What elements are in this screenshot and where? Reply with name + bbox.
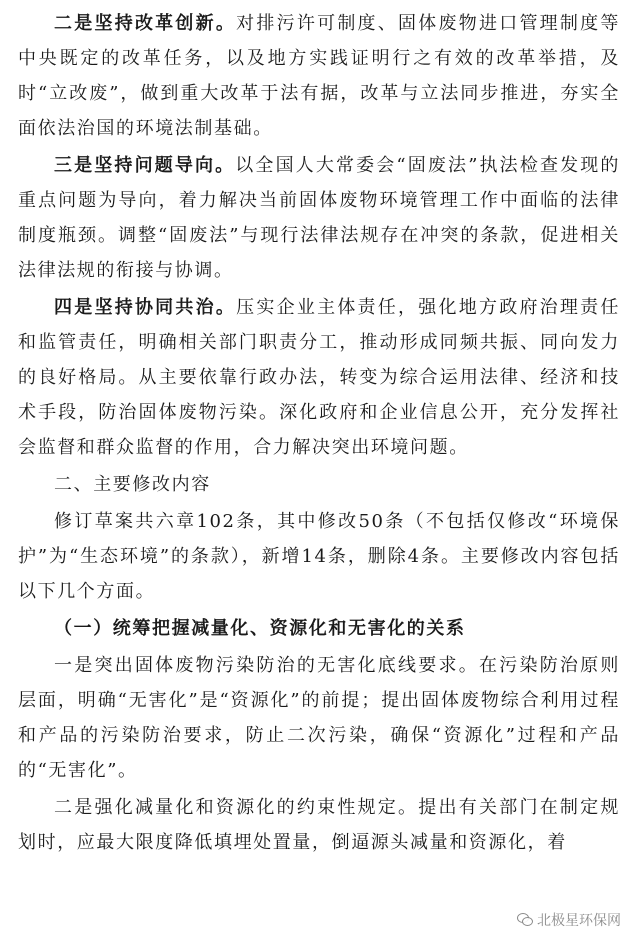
wechat-icon [517,913,533,927]
paragraph-collaborative-governance [18,290,620,465]
subsection-paragraph-harmless: 一是突出固体废物污染防治的无害化底线要求。在污染防治原则层面，明确“无害化”是“资源化”的前提；提出固体废物综合利用过程和产品的污染防治要求，防止二次污染，确保“资源化”过程和产品的“无害化”。 [18,655,620,781]
source-watermark [514,909,624,931]
paragraph-lead: 二是坚持改革创新。 [54,13,237,34]
subsection-heading: （一）统筹把握减量化、资源化和无害化的关系 [54,618,466,639]
paragraph-text: 压实企业主体责任，强化地方政府治理责任和监管责任，明确相关部门职责分工，推动形成同频共振、同向发力的良好格局。从主要依靠行政办法，转变为综合运用法律、经济和技术手段，防治固体废物污染。深化政府和企业信息公开，充分发挥社会监督和群众监督的作用，合力解决突出环境问题。 [18,297,620,458]
paragraph-text: 以全国人大常委会“固废法”执法检查发现的重点问题为导向，着力解决当前固体废物环境管理工作中面临的法律制度瓶颈。调整“固废法”与现行法律法规存在冲突的条款，促进相关法律法规的衔接与协调。 [18,155,620,281]
section-intro: 修订草案共六章102条，其中修改50条（不包括仅修改“环境保护”为“生态环境”的条款），新增14条，删除4条。主要修改内容包括以下几个方面。 [18,511,620,602]
paragraph-problem-oriented [18,148,620,288]
paragraph-text: 对排污许可制度、固体废物进口管理制度等中央既定的改革任务，以及地方实践证明行之有效的改革举措，及时“立改废”，做到重大改革于法有据，改革与立法同步推进，夯实全面依法治国的环境法制基础。 [18,13,620,139]
watermark-text: 北极星环保网 [537,913,621,929]
subsection-paragraph-reduction: 二是强化减量化和资源化的约束性规定。提出有关部门在制定规划时，应最大限度降低填埋处置量，倒逼源头减量和资源化，着 [18,797,620,853]
paragraph-reform-innovation [18,6,620,146]
section-heading: 二、主要修改内容 [54,474,211,495]
paragraph-lead: 三是坚持问题导向。 [54,155,236,176]
paragraph-lead: 四是坚持协同共治。 [54,297,237,318]
